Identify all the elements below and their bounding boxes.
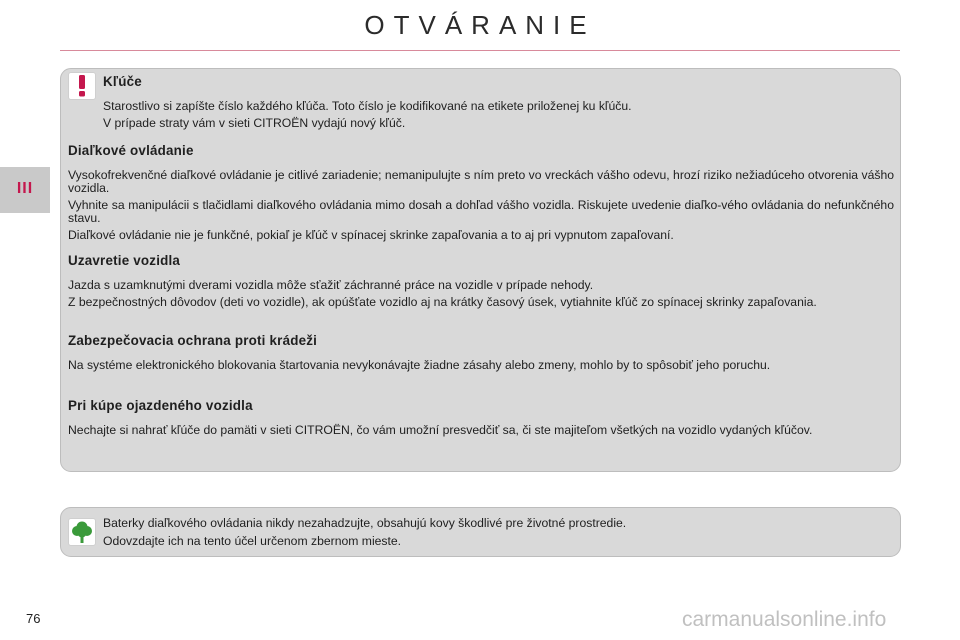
keys-line-1: Starostlivo si zapíšte číslo každého kľúča. Toto číslo je kodifikované na etikete priloženej ku kľúču. bbox=[103, 99, 632, 113]
locking-para-1: Jazda s uzamknutými dverami vozidla môže sťažiť záchranné práce na vozidle v prípade nehody. bbox=[68, 278, 594, 292]
tree-icon bbox=[68, 518, 96, 546]
eco-line-2: Odovzdajte ich na tento účel určenom zbernom mieste. bbox=[103, 534, 402, 548]
page-number: 76 bbox=[26, 611, 41, 626]
remote-para-3: Diaľkové ovládanie nie je funkčné, pokiaľ je kľúč v spínacej skrinke zapaľovania a to aj pri vypnutom zapaľovaní. bbox=[68, 228, 674, 242]
heading-used-car: Pri kúpe ojazdeného vozidla bbox=[68, 398, 253, 413]
title-divider bbox=[60, 50, 900, 51]
exclamation-icon bbox=[68, 72, 96, 100]
eco-line-1: Baterky diaľkového ovládania nikdy nezahadzujte, obsahujú kovy škodlivé pre životné prostredie. bbox=[103, 516, 627, 530]
exclamation-glyph bbox=[75, 75, 89, 97]
heading-remote: Diaľkové ovládanie bbox=[68, 143, 194, 158]
page-title: OTVÁRANIE bbox=[364, 10, 596, 40]
chapter-label: III bbox=[16, 180, 34, 197]
used-car-para-1: Nechajte si nahrať kľúče do pamäti v sieti CITROËN, čo vám umožní presvedčiť sa, či ste majiteľom všetkých na vozidlo vydaných kľúčov. bbox=[68, 423, 813, 437]
heading-keys: Kľúče bbox=[103, 74, 142, 89]
watermark: carmanualsonline.info bbox=[682, 608, 887, 631]
heading-locking: Uzavretie vozidla bbox=[68, 253, 181, 268]
remote-para-2: Vyhnite sa manipulácii s tlačidlami diaľkového ovládania mimo dosah a dohľad vášho vozidla. Riskujete uvedenie diaľko-vého ovládania do nefunkčného stavu. bbox=[68, 198, 894, 225]
locking-para-2: Z bezpečnostných dôvodov (deti vo vozidle), ak opúšťate vozidlo aj na krátky časový úsek, vytiahnite kľúč zo spínacej skrinky zapaľovania. bbox=[68, 295, 817, 309]
remote-para-1: Vysokofrekvenčné diaľkové ovládanie je citlivé zariadenie; nemanipulujte s ním preto vo vreckách vášho odevu, hrozí riziko nežiadúceho otvorenia vášho vozidla. bbox=[68, 168, 894, 195]
antitheft-para-1: Na systéme elektronického blokovania štartovania nevykonávajte žiadne zásahy alebo zmeny, mohlo by to spôsobiť jeho poruchu. bbox=[68, 358, 771, 372]
chapter-tab bbox=[0, 167, 50, 213]
tree-glyph bbox=[71, 520, 93, 544]
heading-antitheft: Zabezpečovacia ochrana proti krádeži bbox=[68, 333, 318, 348]
eco-panel bbox=[60, 507, 901, 557]
keys-line-2: V prípade straty vám v sieti CITROËN vydajú nový kľúč. bbox=[103, 116, 406, 130]
